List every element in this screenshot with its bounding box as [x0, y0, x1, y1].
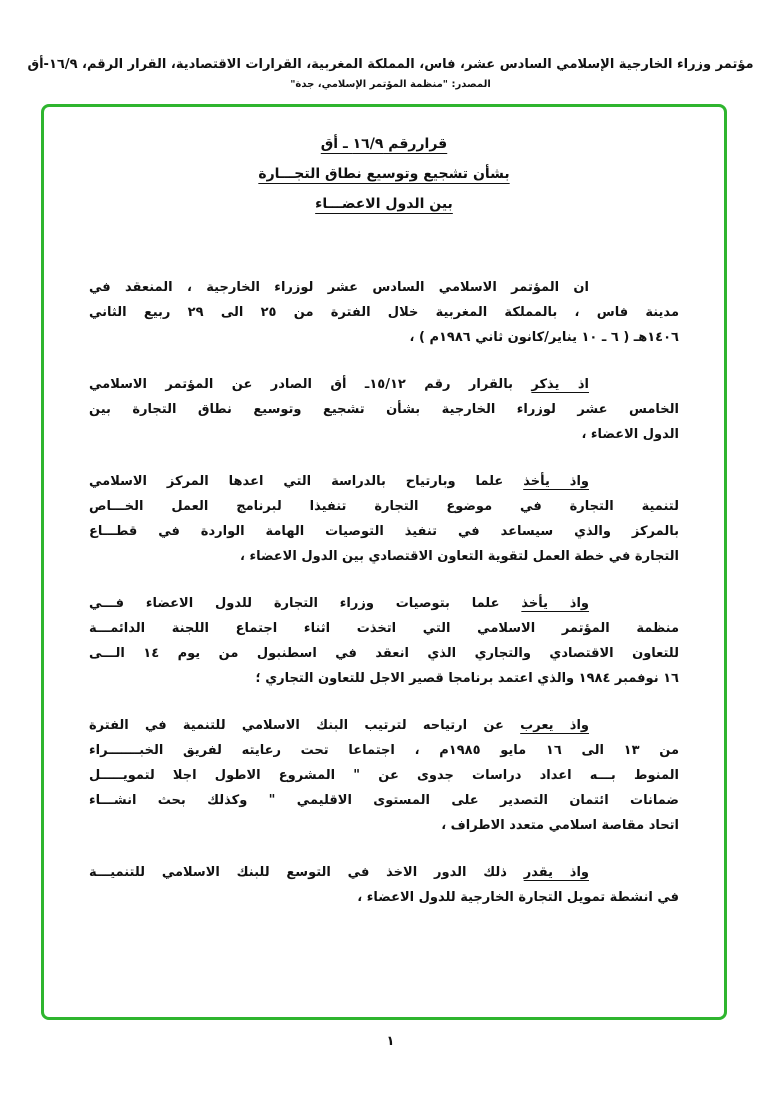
paragraph-noting-study	[89, 469, 679, 569]
title-line: قراررقم ١٦/٩ ـ أق	[320, 136, 448, 152]
paragraph-line: الدول الاعضاء ،	[581, 427, 679, 442]
paragraph-line: اتحاد مقاصة اسلامي متعدد الاطراف ،	[441, 818, 679, 833]
paragraph-line	[89, 469, 589, 494]
paragraph-line: من ١٣ الى ١٦ مايو ١٩٨٥م ، اجتماعا تحت رعايته لفريق الخبـــــــراء	[89, 743, 680, 758]
resolution-subject-cont	[114, 189, 654, 219]
paragraph-lead-phrase: واذ يأخذ	[521, 596, 590, 611]
paragraph-line: التجارة في خطة العمل لتقوية التعاون الاقتصادي بين الدول الاعضاء ،	[239, 549, 679, 564]
paragraph-line: منظمة المؤتمر الاسلامي التي اتخذت اثناء اجتماع اللجنة الدائمـــة	[89, 621, 679, 636]
paragraph-line	[89, 713, 589, 738]
document-header-title: مؤتمر وزراء الخارجية الإسلامي السادس عشر، فاس، المملكة المغربية، القرارات الاقتصادية، القرار الرقم، ١٦/٩-أق	[27, 57, 754, 72]
paragraph-line	[89, 591, 589, 616]
title-line: بين الدول الاعضـــاء	[315, 196, 453, 212]
paragraph-line: ١٦ نوفمبر ١٩٨٤ والذي اعتمد برنامجا قصير الاجل للتعاون التجاري ؛	[255, 671, 679, 686]
paragraph-expressing-satisfaction	[89, 713, 679, 838]
green-highlight-frame	[41, 104, 727, 1020]
paragraph-line: في انشطة تمويل التجارة الخارجية للدول الاعضاء ،	[357, 890, 679, 905]
paragraph-line: للتعاون الاقتصادي والتجاري الذي انعقد في اسطنبول من يوم ١٤ الـــى	[89, 646, 679, 661]
paragraph-line: لتنمية التجارة في موضوع التجارة تنفيذا لبرنامج العمل الخـــاص	[89, 499, 679, 514]
document-header	[10, 0, 771, 92]
paragraph-appreciating	[89, 860, 679, 910]
paragraph-lead-phrase: واذ يقدر	[523, 865, 589, 880]
paragraph-lead-phrase: اذ يذكر	[531, 377, 589, 392]
paragraph-line-text: ذلك الدور الاخذ في التوسع للبنك الاسلامي للتنميـــة	[89, 865, 524, 880]
paragraph-line	[89, 372, 589, 397]
resolution-number	[114, 129, 654, 159]
paragraph-lead-phrase: واذ يعرب	[520, 718, 589, 733]
paragraph-line: المنوط بـــه اعداد دراسات جدوى عن " المشروع الاطول اجلا لتمويـــــل	[89, 768, 679, 783]
paragraph-line-text: بالقرار رقم ١٥/١٢ـ أق الصادر عن المؤتمر الاسلامي	[89, 377, 532, 392]
paragraph-line	[89, 860, 589, 885]
page-number: ١	[386, 1034, 395, 1049]
paragraph-preamble	[89, 275, 679, 350]
paragraph-line: مدينة فاس ، بالمملكة المغربية خلال الفترة من ٢٥ الى ٢٩ ربيع الثاني	[89, 305, 679, 320]
paragraph-noting-recommendations	[89, 591, 679, 691]
title-line: بشأن تشجيع وتوسيع نطاق التجـــارة	[258, 166, 510, 182]
paragraph-line: بالمركز والذي سيساعد في تنفيذ التوصيات الهامة الواردة في قطـــاع	[89, 524, 679, 539]
paragraph-recalling	[89, 372, 679, 447]
paragraph-line: ضمانات ائتمان التصدير على المستوى الاقليمي " وكذلك بحث انشـــاء	[89, 793, 679, 808]
paragraph-line: ١٤٠٦هـ ( ٦ ـ ١٠ يناير/كانون ثاني ١٩٨٦م ) ،	[409, 330, 679, 345]
paragraph-line: ان المؤتمر الاسلامي السادس عشر لوزراء الخارجية ، المنعقد في	[89, 280, 589, 295]
resolution-subject	[114, 159, 654, 189]
paragraph-line-text: علما بتوصيات وزراء التجارة للدول الاعضاء فـــي	[89, 596, 522, 611]
paragraph-line-text: عن ارتياحه لترتيب البنك الاسلامي للتنمية في الفترة	[89, 718, 521, 733]
paragraph-line: الخامس عشر لوزراء الخارجية بشأن تشجيع وتوسيع نطاق التجارة بين	[89, 402, 679, 417]
document-source: المصدر: "منظمة المؤتمر الإسلامي، جدة"	[290, 79, 491, 90]
paragraph-line-text: علما وبارتياح بالدراسة التي اعدها المركز الاسلامي	[89, 474, 524, 489]
paragraph-lead-phrase: واذ يأخذ	[523, 474, 590, 489]
